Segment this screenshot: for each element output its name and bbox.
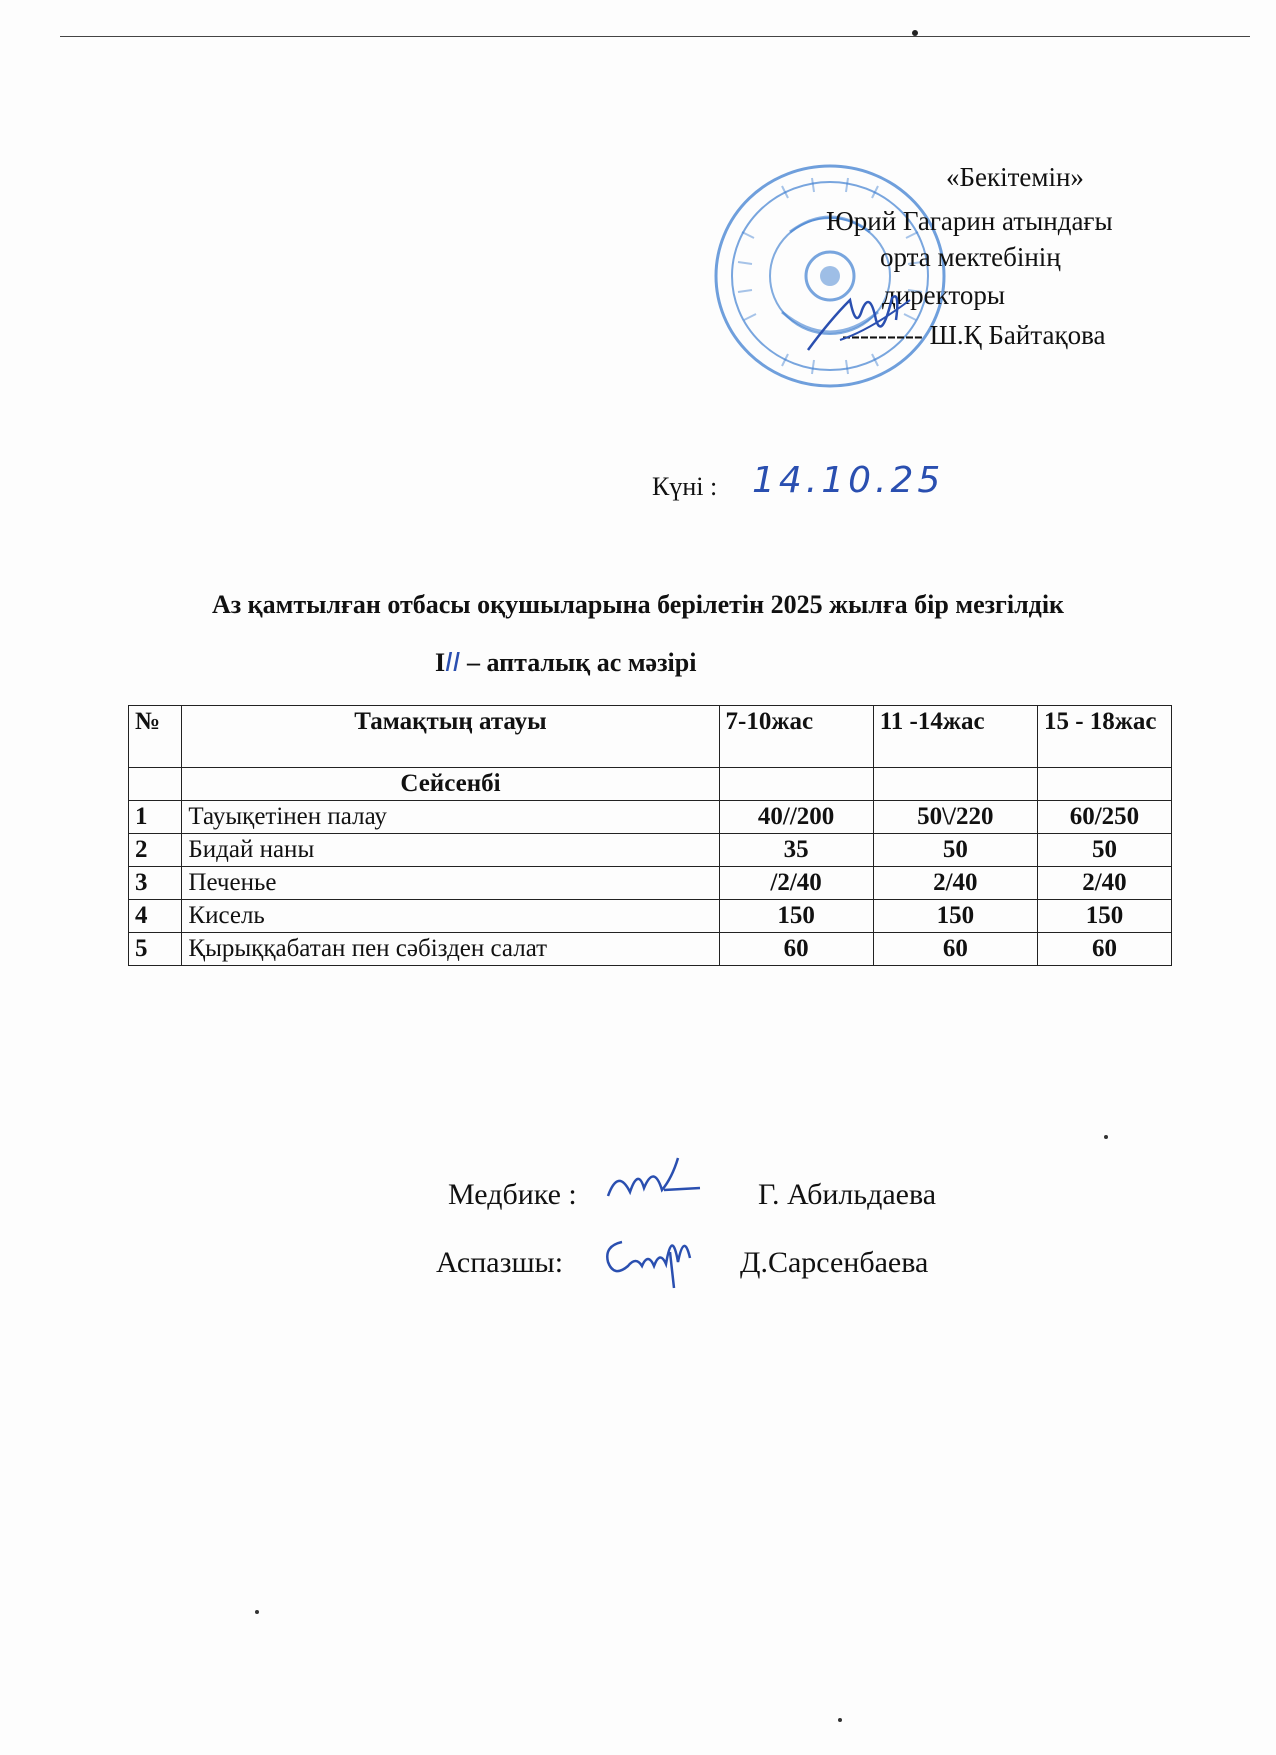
dish-name: Печенье — [182, 867, 719, 900]
nurse-signature-icon — [604, 1148, 704, 1208]
dish-name: Тауықетінен палау — [182, 801, 719, 834]
portion-11-14: 2/40 — [873, 867, 1037, 900]
portion-15-18: 60 — [1037, 933, 1171, 966]
portion-11-14: 50 — [873, 834, 1037, 867]
portion-15-18: 2/40 — [1037, 867, 1171, 900]
approval-line-2: орта мектебінің — [880, 242, 1061, 272]
scan-speck — [838, 1718, 842, 1722]
top-mark — [912, 30, 918, 36]
document-title: Аз қамтылған отбасы оқушыларына берілетін 2025 жылға бір мезгілдік — [211, 590, 1065, 619]
week-number-handwritten: II — [445, 648, 461, 678]
header-number: № — [129, 706, 182, 768]
nurse-label: Медбике : — [448, 1178, 577, 1211]
date-label: Күні : — [652, 472, 718, 501]
portion-11-14: 150 — [873, 900, 1037, 933]
scan-speck — [255, 1610, 259, 1614]
header-age-7-10: 7-10жас — [719, 706, 873, 768]
director-signature-icon — [800, 280, 920, 360]
day-empty — [129, 768, 182, 801]
header-age-11-14: 11 -14жас — [873, 706, 1037, 768]
table-row — [129, 933, 1172, 966]
day-empty — [873, 768, 1037, 801]
table-row — [129, 900, 1172, 933]
dish-name: Бидай наны — [182, 834, 719, 867]
cook-name: Д.Сарсенбаева — [740, 1246, 929, 1279]
row-number: 5 — [129, 933, 182, 966]
table-header-row — [129, 706, 1172, 768]
scan-speck — [1104, 1135, 1108, 1139]
row-number: 2 — [129, 834, 182, 867]
approval-line-3: директоры — [882, 280, 1006, 310]
day-empty — [1037, 768, 1171, 801]
portion-15-18: 60/250 — [1037, 801, 1171, 834]
table-row — [129, 801, 1172, 834]
row-number: 3 — [129, 867, 182, 900]
header-dish-name: Тамақтың атауы — [182, 706, 719, 768]
day-row — [129, 768, 1172, 801]
top-rule — [60, 36, 1250, 37]
nurse-name: Г. Абильдаева — [758, 1178, 937, 1211]
portion-7-10: 35 — [719, 834, 873, 867]
approval-title: «Бекітемін» — [946, 162, 1084, 192]
approval-signature-line: --------- Ш.Қ Байтақова — [842, 320, 1106, 350]
dish-name: Кисель — [182, 900, 719, 933]
cook-signature-icon — [600, 1222, 700, 1292]
approval-line-1: Юрий Гагарин атындағы — [826, 206, 1113, 236]
week-title — [435, 648, 696, 678]
portion-7-10: 60 — [719, 933, 873, 966]
portion-7-10: 40//200 — [719, 801, 873, 834]
day-empty — [719, 768, 873, 801]
row-number: 4 — [129, 900, 182, 933]
day-label: Сейсенбі — [182, 768, 719, 801]
week-suffix: – апталық ас мәзірі — [460, 648, 697, 677]
table-row — [129, 834, 1172, 867]
row-number: 1 — [129, 801, 182, 834]
portion-15-18: 50 — [1037, 834, 1171, 867]
table-row — [129, 867, 1172, 900]
portion-7-10: 150 — [719, 900, 873, 933]
cook-label: Аспазшы: — [436, 1246, 564, 1279]
portion-11-14: 60 — [873, 933, 1037, 966]
week-prefix: I — [435, 648, 446, 677]
portion-11-14: 50\/220 — [873, 801, 1037, 834]
dish-name: Қырыққабатан пен сәбізден салат — [182, 933, 719, 966]
header-age-15-18: 15 - 18жас — [1037, 706, 1171, 768]
portion-15-18: 150 — [1037, 900, 1171, 933]
menu-table — [128, 705, 1172, 966]
date-value: 14.10.25 — [752, 460, 945, 501]
portion-7-10: /2/40 — [719, 867, 873, 900]
